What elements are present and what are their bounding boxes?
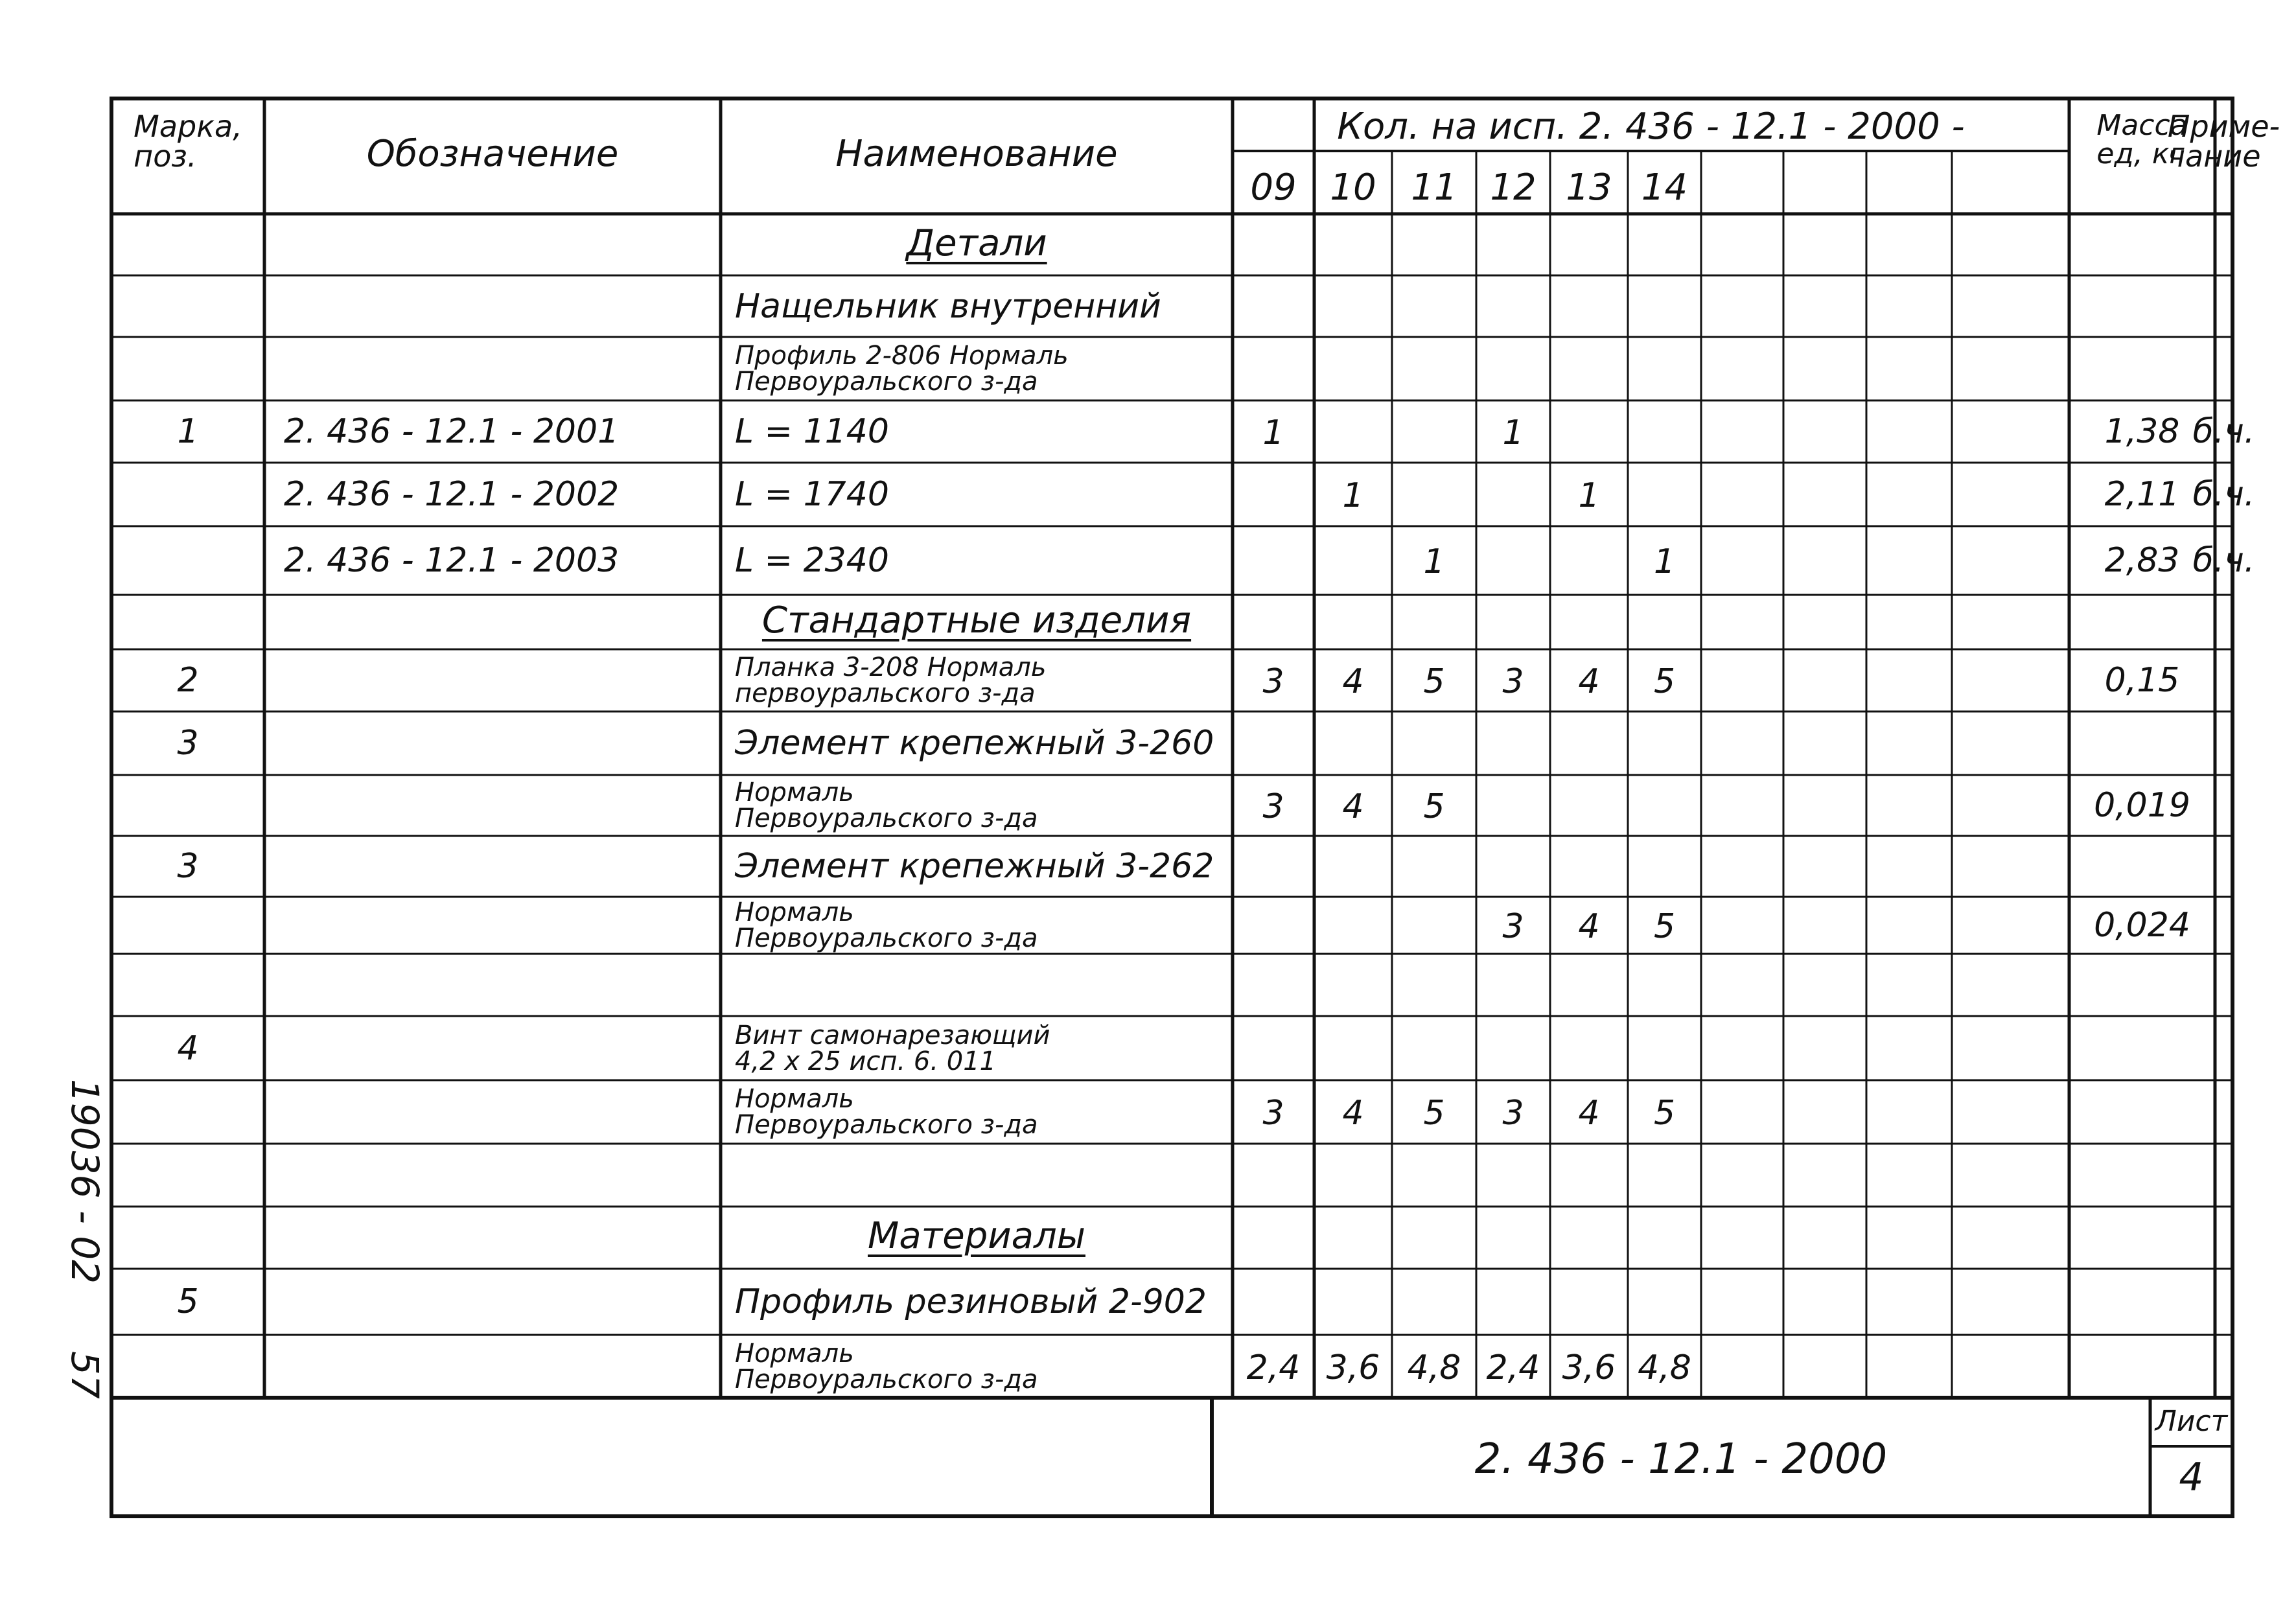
row-qty-14: 4,8 bbox=[1638, 1348, 1691, 1387]
header-note: Приме- чание bbox=[2167, 109, 2280, 174]
archive-number: 19036 - 02 bbox=[63, 1079, 107, 1284]
row-name: L = 1140 bbox=[735, 412, 889, 451]
row-qty-09: 3 bbox=[1262, 1094, 1284, 1133]
row-qty-13: 4 bbox=[1578, 662, 1600, 701]
row-mark: 3 bbox=[177, 847, 199, 886]
row-mass: 0,024 bbox=[2094, 906, 2190, 945]
row-name: Нормаль Первоуральского з-да bbox=[735, 1338, 1038, 1394]
header-variant-13: 13 bbox=[1566, 167, 1612, 209]
header-quantity-title: Кол. на исп. 2. 436 - 12.1 - 2000 - bbox=[1337, 106, 1965, 148]
row-name: Профиль резиновый 2-902 bbox=[735, 1282, 1207, 1321]
row-qty-11: 5 bbox=[1423, 787, 1445, 826]
row-qty-11: 5 bbox=[1423, 662, 1445, 701]
row-qty-10: 4 bbox=[1342, 1094, 1364, 1133]
row-qty-11: 5 bbox=[1423, 1094, 1445, 1133]
header-variant-11: 11 bbox=[1411, 167, 1457, 209]
row-qty-14: 5 bbox=[1653, 1094, 1676, 1133]
row-qty-10: 4 bbox=[1342, 662, 1364, 701]
row-qty-09: 2,4 bbox=[1246, 1348, 1301, 1387]
section-title: Материалы bbox=[868, 1215, 1085, 1257]
row-name: Винт самонарезающий 4,2 x 25 исп. 6. 011 bbox=[735, 1020, 1050, 1076]
row-qty-11: 4,8 bbox=[1407, 1348, 1461, 1387]
row-mark: 1 bbox=[177, 412, 199, 451]
row-qty-14: 5 bbox=[1653, 907, 1676, 946]
row-name: Нормаль Первоуральского з-да bbox=[735, 1084, 1038, 1140]
row-qty-13: 1 bbox=[1578, 476, 1600, 515]
section-title: Детали bbox=[906, 222, 1047, 264]
row-mass: 2,11 bbox=[2104, 475, 2180, 514]
header-name: Наименование bbox=[835, 133, 1118, 175]
row-mass: 0,15 bbox=[2104, 661, 2180, 700]
sheet-label: Лист bbox=[2155, 1405, 2228, 1438]
header-variant-12: 12 bbox=[1490, 167, 1536, 209]
row-designation: 2. 436 - 12.1 - 2001 bbox=[284, 412, 620, 451]
row-qty-09: 3 bbox=[1262, 662, 1284, 701]
row-qty-10: 4 bbox=[1342, 787, 1364, 826]
header-designation: Обозначение bbox=[366, 133, 619, 175]
row-name: L = 1740 bbox=[735, 475, 889, 514]
header-mark: Марка, поз. bbox=[133, 109, 242, 174]
row-name: Нащельник внутренний bbox=[735, 286, 1161, 326]
row-designation: 2. 436 - 12.1 - 2003 bbox=[284, 541, 620, 580]
row-qty-10: 1 bbox=[1342, 476, 1364, 515]
row-note: б.ч. bbox=[2192, 412, 2255, 451]
row-mass: 2,83 bbox=[2104, 541, 2180, 580]
row-note: б.ч. bbox=[2192, 541, 2255, 580]
row-designation: 2. 436 - 12.1 - 2002 bbox=[284, 475, 620, 514]
section-title: Стандартные изделия bbox=[761, 599, 1192, 642]
row-mark: 4 bbox=[177, 1028, 199, 1068]
row-qty-13: 4 bbox=[1578, 907, 1600, 946]
row-name: Нормаль Первоуральского з-да bbox=[735, 778, 1038, 833]
row-mass: 0,019 bbox=[2094, 786, 2190, 825]
row-qty-11: 1 bbox=[1423, 542, 1445, 581]
row-mark: 2 bbox=[177, 661, 199, 700]
header-variant-10: 10 bbox=[1330, 167, 1376, 209]
row-qty-12: 3 bbox=[1502, 662, 1524, 701]
header-mass: Масса ед, кг bbox=[2096, 109, 2188, 170]
header-variant-09: 09 bbox=[1250, 167, 1297, 209]
header-variant-14: 14 bbox=[1641, 167, 1688, 209]
row-note: б.ч. bbox=[2192, 475, 2255, 514]
row-name: Профиль 2-806 Нормаль Первоуральского з-да bbox=[735, 341, 1069, 397]
row-mass: 1,38 bbox=[2104, 412, 2180, 451]
sheet-number: 4 bbox=[2179, 1455, 2204, 1500]
row-qty-12: 1 bbox=[1502, 413, 1524, 452]
row-qty-09: 1 bbox=[1262, 413, 1284, 452]
row-name: Элемент крепежный 3-262 bbox=[735, 847, 1214, 886]
row-qty-12: 2,4 bbox=[1486, 1348, 1540, 1387]
row-qty-14: 5 bbox=[1653, 662, 1676, 701]
page-number: 57 bbox=[63, 1351, 107, 1399]
row-name: Элемент крепежный 3-260 bbox=[735, 724, 1214, 763]
row-name: L = 2340 bbox=[735, 541, 889, 580]
row-qty-12: 3 bbox=[1502, 1094, 1524, 1133]
row-qty-09: 3 bbox=[1262, 787, 1284, 826]
row-qty-12: 3 bbox=[1502, 907, 1524, 946]
row-mark: 3 bbox=[177, 724, 199, 763]
row-name: Нормаль Первоуральского з-да bbox=[735, 897, 1038, 953]
row-qty-13: 3,6 bbox=[1562, 1348, 1616, 1387]
document-code: 2. 436 - 12.1 - 2000 bbox=[1474, 1435, 1888, 1483]
row-qty-14: 1 bbox=[1653, 542, 1676, 581]
row-qty-13: 4 bbox=[1578, 1094, 1600, 1133]
row-name: Планка 3-208 Нормаль первоуральского з-да bbox=[735, 653, 1047, 708]
row-qty-10: 3,6 bbox=[1326, 1348, 1380, 1387]
row-mark: 5 bbox=[177, 1282, 199, 1321]
